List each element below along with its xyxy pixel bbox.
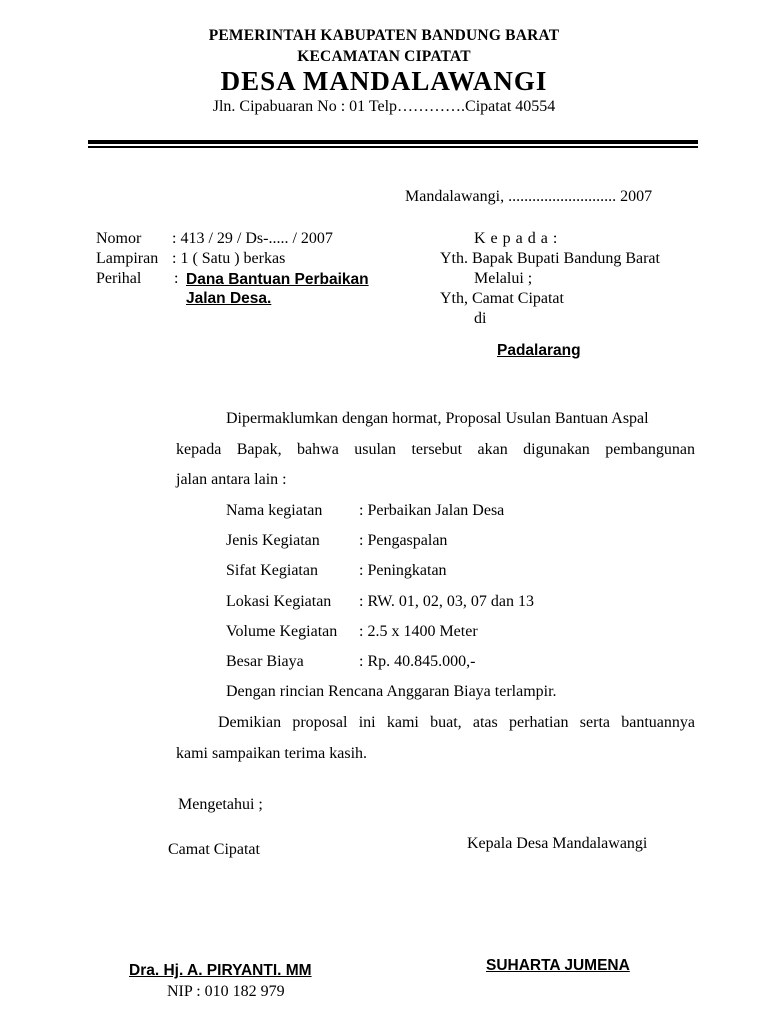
lampiran-value: : 1 ( Satu ) berkas — [172, 250, 286, 267]
letterhead-district: KECAMATAN CIPATAT — [297, 48, 471, 65]
letterhead-village: DESA MANDALAWANGI — [220, 66, 548, 96]
addressee-line2: Melalui ; — [474, 270, 533, 287]
detail-value: : 2.5 x 1400 Meter — [359, 623, 478, 640]
letterhead-divider-thick — [88, 140, 698, 144]
perihal-label: Perihal — [96, 270, 142, 287]
addressee-place: Padalarang — [497, 342, 581, 359]
detail-value: : Pengaspalan — [359, 532, 448, 549]
body-closing-line2: kami sampaikan terima kasih. — [176, 745, 368, 762]
signature-left-name: Dra. Hj. A. PIRYANTI. MM — [129, 962, 312, 979]
body-intro-line3: jalan antara lain : — [176, 471, 287, 488]
body-intro-line2: kepada Bapak, bahwa usulan tersebut akan digunakan pembangunan — [176, 441, 695, 458]
addressee-line4: di — [474, 310, 487, 327]
perihal-colon: : — [174, 270, 179, 287]
perihal-value-line2: Jalan Desa. — [186, 290, 272, 307]
letterhead-divider-thin — [88, 146, 698, 148]
lampiran-label: Lampiran — [96, 250, 159, 267]
detail-value: : Rp. 40.845.000,- — [359, 653, 476, 670]
detail-label: Sifat Kegiatan — [226, 562, 318, 579]
nomor-value: : 413 / 29 / Ds-..... / 2007 — [172, 230, 333, 247]
nomor-label: Nomor — [96, 230, 142, 247]
detail-label: Besar Biaya — [226, 653, 304, 670]
detail-label: Jenis Kegiatan — [226, 532, 320, 549]
detail-label: Nama kegiatan — [226, 502, 323, 519]
addressee-line3: Yth, Camat Cipatat — [440, 290, 564, 307]
body-closing-line1: Demikian proposal ini kami buat, atas perhatian serta bantuannya — [218, 714, 695, 731]
detail-label: Lokasi Kegiatan — [226, 593, 332, 610]
detail-label: Volume Kegiatan — [226, 623, 338, 640]
kepada-label: K e p a d a : — [474, 230, 558, 247]
body-intro-line1: Dipermaklumkan dengan hormat, Proposal Usulan Bantuan Aspal — [226, 410, 649, 427]
addressee-line1: Yth. Bapak Bupati Bandung Barat — [440, 250, 660, 267]
signature-left-title: Camat Cipatat — [168, 841, 260, 858]
body-rincian: Dengan rincian Rencana Anggaran Biaya terlampir. — [226, 683, 557, 700]
letterhead-address: Jln. Cipabuaran No : 01 Telp………….Cipatat 40554 — [212, 98, 556, 115]
perihal-value-line1: Dana Bantuan Perbaikan — [186, 271, 369, 288]
detail-value: : Peningkatan — [359, 562, 447, 579]
letter-date: Mandalawangi, ........................... 2007 — [405, 188, 653, 205]
detail-value: : Perbaikan Jalan Desa — [359, 502, 505, 519]
signature-right-title: Kepala Desa Mandalawangi — [467, 835, 648, 852]
letterhead-government: PEMERINTAH KABUPATEN BANDUNG BARAT — [208, 27, 560, 44]
signature-right-name: SUHARTA JUMENA — [486, 957, 630, 974]
detail-value: : RW. 01, 02, 03, 07 dan 13 — [359, 593, 534, 610]
mengetahui-label: Mengetahui ; — [178, 796, 263, 813]
signature-left-nip: NIP : 010 182 979 — [167, 983, 285, 1000]
